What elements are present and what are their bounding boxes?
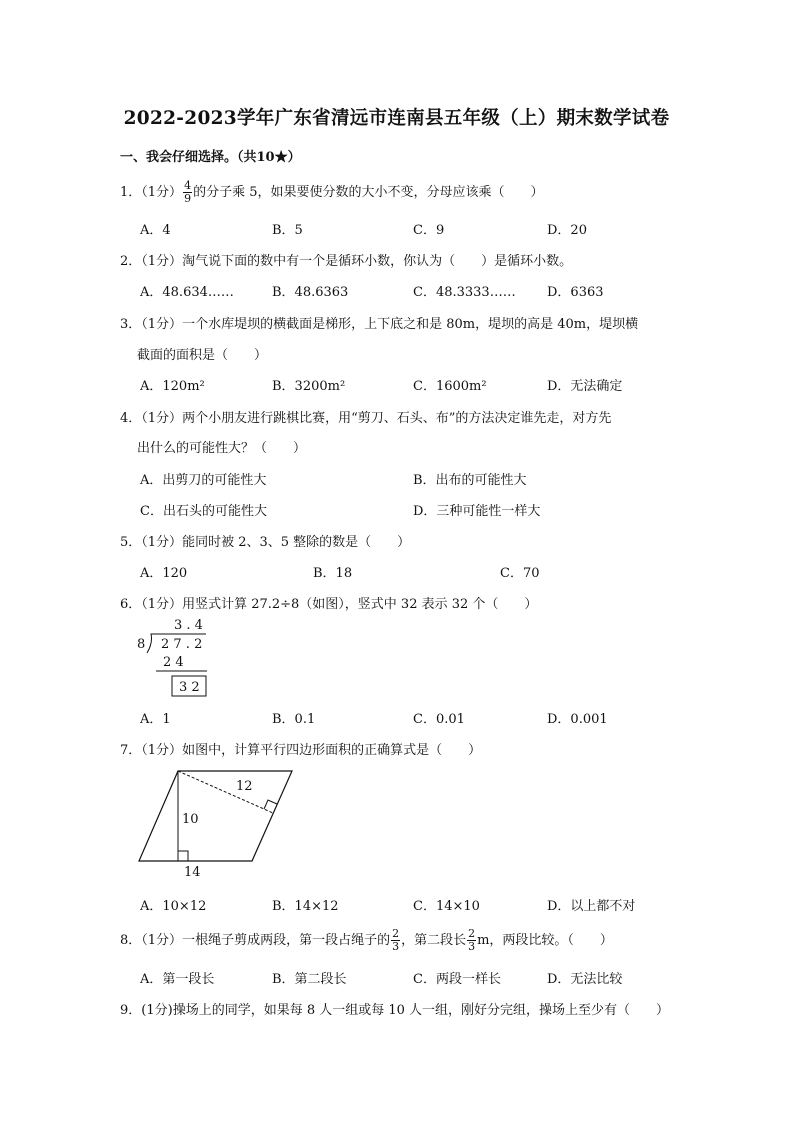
question-text: 一个水库堤坝的横截面是梯形，上下底之和是 80m，堤坝的高是 40m，堤坝横	[182, 317, 639, 332]
option-c: C．0.01	[413, 712, 465, 727]
fraction: $\frac{4}{9}$	[184, 179, 192, 205]
question-number: 1．	[120, 185, 142, 200]
divisor: 8	[137, 637, 146, 652]
option-c: C．48.3333……	[413, 285, 516, 300]
question-text: 能同时被 2、3、5 整除的数是（ ）	[182, 535, 411, 550]
question-9	[120, 999, 669, 1018]
question-number: 3．	[120, 317, 142, 332]
question-score: (1分)	[141, 1003, 173, 1018]
fraction: $\frac{2}{3}$	[392, 927, 400, 953]
height-label: 10	[182, 812, 199, 827]
question-number: 9．	[120, 1003, 142, 1018]
option-d: D．以上都不对	[547, 899, 636, 914]
question-2	[120, 250, 572, 269]
option-a: A．120	[140, 566, 188, 581]
option-a: A．第一段长	[140, 972, 215, 987]
question-text: 淘气说下面的数中有一个是循环小数，你认为（ ）是循环小数。	[182, 254, 573, 269]
long-division-figure	[134, 615, 214, 699]
parallelogram	[139, 771, 292, 861]
question-text: 一根绳子剪成两段，第一段占绳子的	[182, 933, 391, 948]
question-text: 的分子乘 5，如果要使分数的大小不变，分母应该乘（ ）	[193, 185, 544, 200]
option-d: D．6363	[547, 285, 604, 300]
question-text: 两个小朋友进行跳棋比赛，用“剪刀、石头、布”的方法决定谁先走，对方先	[182, 411, 612, 426]
question-number: 2．	[120, 254, 142, 269]
option-c: C．14×10	[413, 899, 480, 914]
question-text: 操场上的同学，如果每 8 人一组或每 10 人一组，刚好分完组，操场上至少有（ ）	[172, 1003, 670, 1018]
dividend: 2 7 . 2	[161, 637, 203, 652]
question-score: （1分）	[141, 933, 183, 948]
option-b: B．0.1	[272, 712, 316, 727]
section-heading: 一、我会仔细选择。（共10★）	[120, 150, 301, 165]
question-8	[120, 928, 613, 953]
question-number: 7．	[120, 743, 142, 758]
question-number: 4．	[120, 411, 142, 426]
question-text: 如图中，计算平行四边形面积的正确算式是（ ）	[182, 743, 482, 758]
option-b: B．5	[272, 223, 303, 238]
question-text: m，两段比较。（ ）	[477, 933, 613, 948]
partial-product: 2 4	[163, 655, 184, 670]
option-a: A．48.634……	[140, 285, 234, 300]
question-score: （1分）	[141, 743, 183, 758]
question-score: （1分）	[141, 317, 183, 332]
option-a: A．1	[140, 712, 171, 727]
option-a: A．10×12	[140, 899, 207, 914]
question-text: ，第二段长	[401, 933, 467, 948]
option-c: C．1600m²	[413, 379, 487, 394]
option-c: C．出石头的可能性大	[140, 504, 267, 519]
page-title: 2022-2023学年广东省清远市连南县五年级（上）期末数学试卷	[123, 108, 670, 129]
option-b: B．48.6363	[272, 285, 349, 300]
height-to-side	[178, 771, 273, 813]
question-6	[120, 593, 537, 612]
option-b: B．18	[313, 566, 353, 581]
question-score: （1分）	[141, 254, 183, 269]
option-a: A．出剪刀的可能性大	[140, 473, 267, 488]
question-4	[120, 407, 611, 426]
option-d: D．三种可能性一样大	[413, 504, 541, 519]
option-c: C．9	[413, 223, 445, 238]
question-text: 用竖式计算 27.2÷8（如图），竖式中 32 表示 32 个（ ）	[182, 597, 538, 612]
question-text-line2: 出什么的可能性大？（ ）	[137, 441, 307, 456]
option-b: B．3200m²	[272, 379, 346, 394]
option-d: D．无法确定	[547, 379, 623, 394]
option-d: D．20	[547, 223, 587, 238]
option-c: C．两段一样长	[413, 972, 501, 987]
question-score: （1分）	[141, 535, 183, 550]
option-a: A．4	[140, 223, 171, 238]
question-5	[120, 531, 410, 550]
base-label: 14	[184, 865, 201, 880]
quotient: 3 . 4	[174, 618, 203, 633]
right-angle-mark	[264, 800, 277, 809]
question-number: 5．	[120, 535, 142, 550]
question-3	[120, 313, 638, 332]
question-score: （1分）	[141, 597, 183, 612]
right-angle-mark	[178, 851, 188, 861]
parallelogram-figure	[134, 765, 299, 880]
option-b: B．出布的可能性大	[413, 473, 527, 488]
question-score: （1分）	[141, 411, 183, 426]
option-c: C．70	[500, 566, 540, 581]
option-b: B．14×12	[272, 899, 339, 914]
side-label: 12	[236, 779, 253, 794]
question-score: （1分）	[141, 185, 183, 200]
question-number: 8．	[120, 933, 142, 948]
question-7	[120, 739, 481, 758]
option-d: D．无法比较	[547, 972, 623, 987]
remainder: 3 2	[179, 680, 200, 695]
option-a: A．120m²	[140, 379, 205, 394]
option-d: D．0.001	[547, 712, 608, 727]
question-1	[120, 180, 543, 205]
option-b: B．第二段长	[272, 972, 347, 987]
question-text-line2: 截面的面积是（ ）	[137, 348, 268, 363]
question-number: 6．	[120, 597, 142, 612]
fraction: $\frac{2}{3}$	[468, 927, 476, 953]
